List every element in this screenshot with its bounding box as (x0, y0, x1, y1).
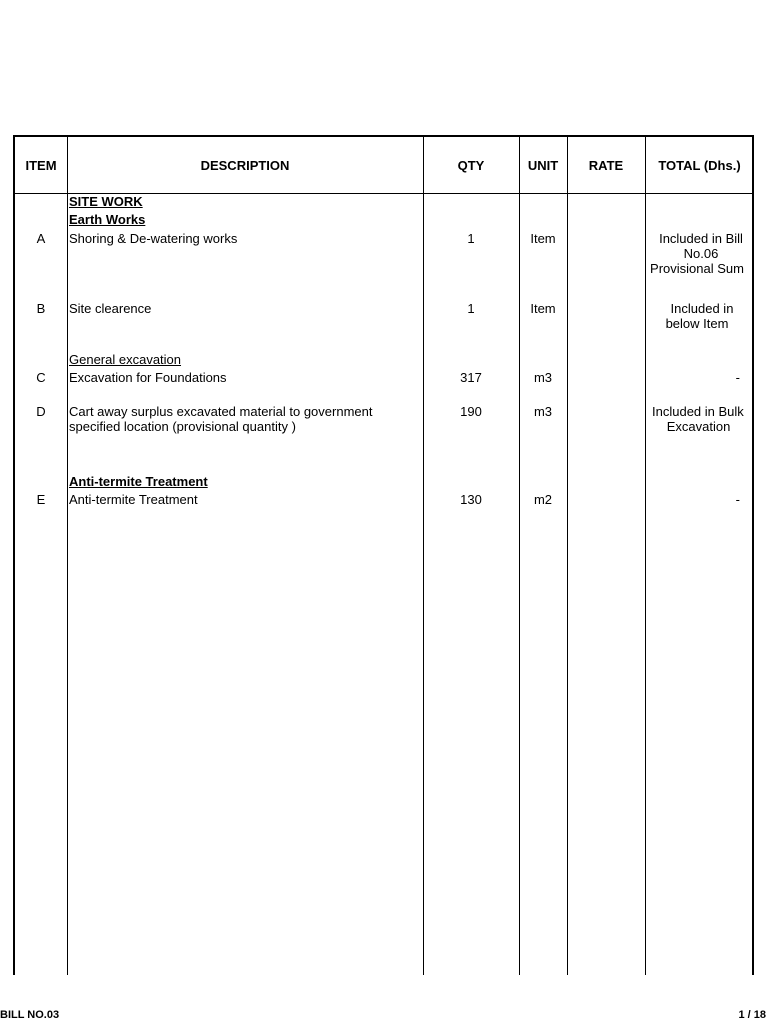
column-divider (519, 137, 520, 975)
row-c-description: Excavation for Foundations (69, 370, 227, 385)
row-b-description: Site clearence (69, 301, 152, 316)
row-d-description-line1: Cart away surplus excavated material to government (69, 404, 373, 419)
row-d-item: D (36, 404, 46, 419)
row-a-total-line1: Included in Bill (659, 231, 743, 246)
column-divider (67, 137, 68, 975)
row-a-description: Shoring & De-watering works (69, 231, 238, 246)
row-a-item: A (36, 231, 46, 246)
row-b-qty: 1 (467, 301, 475, 316)
row-a-unit: Item (530, 231, 556, 246)
bill-number-label: BILL NO.03 (0, 1009, 60, 1021)
header-item: ITEM (25, 157, 57, 173)
section-heading-general-excavation: General excavation (69, 352, 182, 367)
row-c-total: - (735, 370, 740, 385)
row-a-qty: 1 (467, 231, 475, 246)
row-c-item: C (36, 370, 46, 385)
row-d-total-line2: Excavation (666, 419, 731, 434)
header-description: DESCRIPTION (200, 157, 290, 173)
row-a-total-line3: Provisional Sum (650, 261, 744, 276)
row-b-total-line2: below Item (665, 316, 729, 331)
row-b-unit: Item (530, 301, 556, 316)
header-qty: QTY (457, 157, 485, 173)
section-heading-earth-works: Earth Works (69, 212, 146, 227)
bill-of-quantities-table (13, 135, 754, 975)
section-heading-anti-termite: Anti-termite Treatment (69, 474, 208, 489)
column-divider (423, 137, 424, 975)
row-e-item: E (36, 492, 46, 507)
row-e-total: - (735, 492, 740, 507)
row-b-total-line1: Included in (670, 301, 734, 316)
row-c-unit: m3 (533, 370, 553, 385)
row-d-total-line1: Included in Bulk (652, 404, 744, 419)
column-divider (567, 137, 568, 975)
row-c-qty: 317 (460, 370, 482, 385)
page-number: 1 / 18 (738, 1009, 766, 1021)
row-e-unit: m2 (533, 492, 553, 507)
row-a-total-line2: No.06 (683, 246, 719, 261)
header-unit: UNIT (527, 157, 559, 173)
row-b-item: B (36, 301, 46, 316)
row-e-description: Anti-termite Treatment (69, 492, 198, 507)
row-d-qty: 190 (460, 404, 482, 419)
header-rate: RATE (588, 157, 624, 173)
row-d-unit: m3 (533, 404, 553, 419)
section-heading-site-work: SITE WORK (69, 194, 143, 209)
row-e-qty: 130 (460, 492, 482, 507)
row-d-description-line2: specified location (provisional quantity ) (69, 419, 296, 434)
header-total: TOTAL (Dhs.) (658, 157, 741, 173)
